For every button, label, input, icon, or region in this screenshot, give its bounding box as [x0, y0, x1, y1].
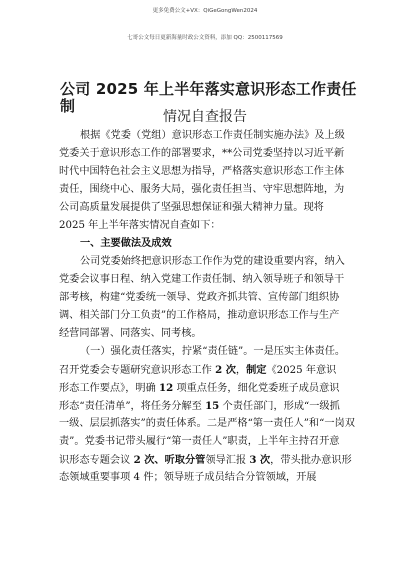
text-run-bold: 2 次 — [215, 364, 236, 376]
section-heading: 一、主要做法及成效 — [80, 238, 172, 249]
text-run-bold: 制定 — [246, 364, 267, 376]
paragraph-line: 态领域重要事项 4 件；领导班子成员结合分管领域，开展 — [59, 472, 317, 483]
header-promo-line: 更多免费公文+VX：QiGeGongWen2024 — [152, 8, 258, 14]
text-run: ，带头批办意识形 — [270, 455, 352, 466]
text-run-bold: 12 — [159, 382, 174, 394]
text-run: 识形态专题会议 — [59, 455, 134, 466]
paragraph-line: 调、相关部门分工负责”的工作格局，推动意识形态工作与生产 — [59, 310, 340, 321]
paragraph-line: 一级、层层抓落实”的责任体系。二是严格“第一责任人”和“一岗双 — [59, 418, 355, 429]
document-title-line-1: 公司 2025 年上半年落实意识形态工作责任 — [60, 80, 357, 98]
paragraph-line: 公司党委始终把意识形态工作作为党的建设重要内容，纳入 — [80, 256, 345, 267]
text-run: 形态“责任清单”，将任务分解至 — [59, 401, 206, 412]
paragraph-line — [59, 454, 352, 467]
document-title-line-2: 制 — [60, 97, 76, 115]
text-run-bold: 3 次 — [249, 454, 271, 466]
paragraph-line: 责任，围绕中心、服务大局，强化责任担当、守牢思想阵地，为 — [59, 184, 345, 195]
text-run: 项重点任务，细化党委班子成员意识 — [173, 383, 340, 394]
paragraph-line: 责”。党委书记带头履行“第一责任人”职责，上半年主持召开意 — [59, 436, 340, 447]
paragraph-line: （一）强化责任落实，拧紧“责任链”。一是压实主体责任。 — [80, 346, 346, 357]
paragraph-line: 经营同部署、同落实、同考核。 — [59, 328, 202, 339]
text-run: 形态工作要点》，明确 — [59, 383, 160, 394]
text-run: 个责任部门，形成“一级抓 — [219, 401, 340, 412]
paragraph-line: 党委会议事日程、纳入党建工作责任制、纳入领导班子和领导干 — [59, 274, 345, 285]
text-run: 召开党委会专题研究意识形态工作 — [59, 365, 216, 376]
paragraph-line: 部考核，构建“党委统一领导、党政齐抓共管、宣传部门组织协 — [59, 292, 340, 303]
header-contact-line: 七哥公文每日更新海量时政公文资料，添加 QQ：2500117569 — [127, 35, 283, 41]
document-subtitle: 情况自查报告 — [163, 109, 247, 125]
text-run: 《2025 年意识 — [266, 365, 337, 376]
paragraph-line: 2025 年上半年落实情况自查如下： — [59, 220, 221, 231]
paragraph-line: 时代中国特色社会主义思想为指导，严格落实意识形态工作主体 — [59, 166, 345, 177]
paragraph-line: 公司高质量发展提供了坚强思想保证和强大精神力量。现将 — [59, 202, 324, 213]
paragraph-line: 根据《党委（党组）意识形态工作责任制实施办法》及上级 — [80, 130, 345, 141]
text-run-bold: 2 次、听取分管 — [133, 454, 206, 466]
paragraph-line — [59, 400, 340, 413]
paragraph-line — [59, 382, 339, 395]
text-run: ， — [235, 365, 247, 376]
paragraph-line — [59, 364, 336, 377]
paragraph-line: 党委关于意识形态工作的部署要求，**公司党委坚持以习近平新 — [59, 148, 345, 159]
text-run: 领导汇报 — [205, 455, 250, 466]
text-run-bold: 15 — [205, 400, 220, 412]
